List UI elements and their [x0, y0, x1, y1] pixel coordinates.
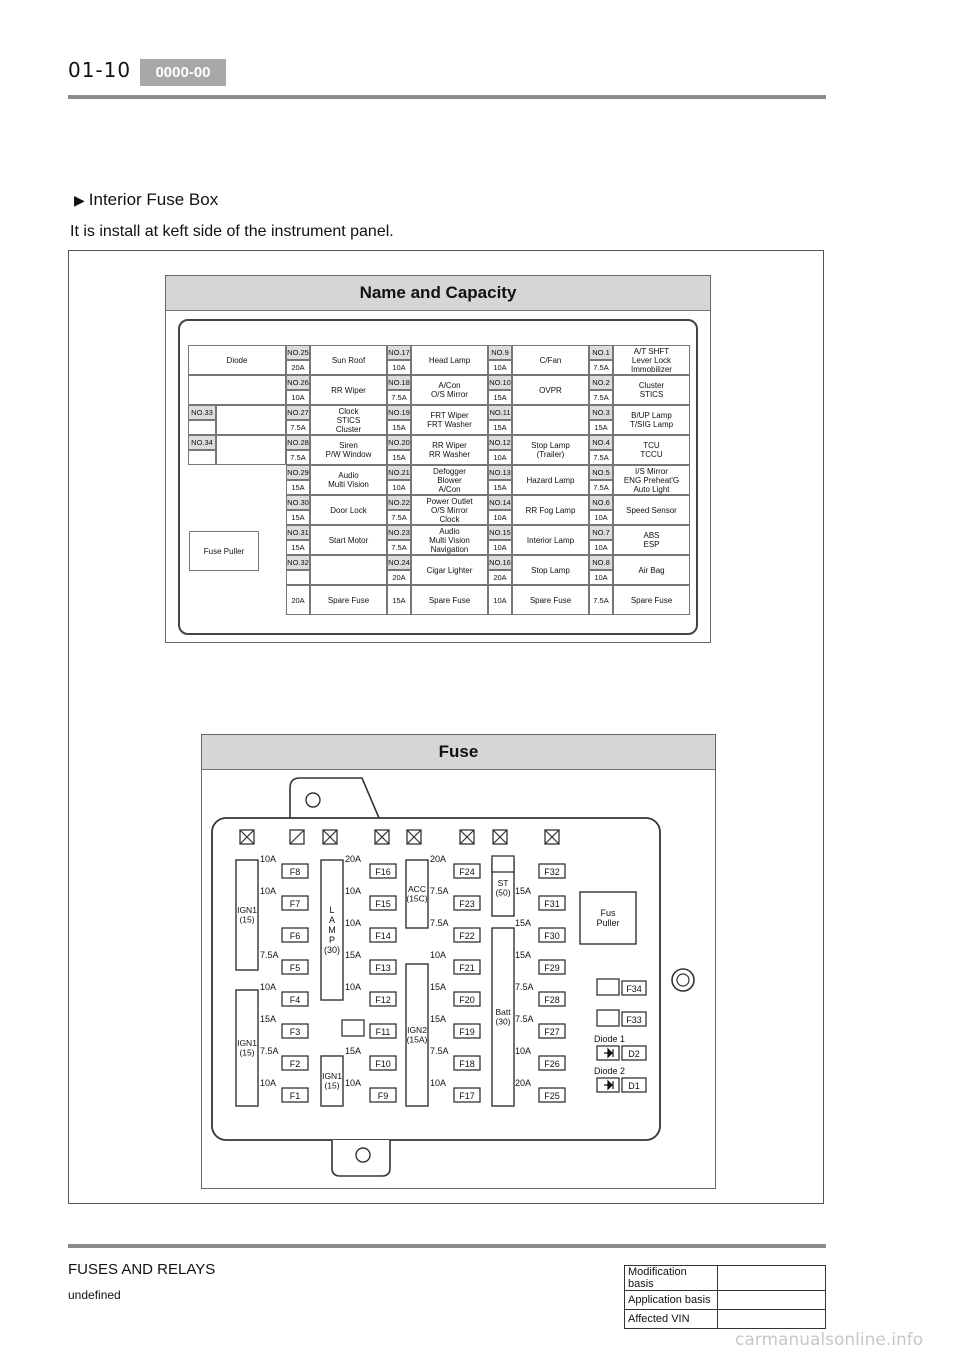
fuse-number-cell: NO.9 [488, 345, 512, 360]
fuse-label: F13 [375, 963, 391, 973]
fuse-amp-cell: 10A [286, 390, 310, 405]
fuse-amp-label: 10A [260, 982, 277, 992]
fuse-number-cell: NO.3 [589, 405, 613, 420]
lamp-relay-label: L [329, 905, 335, 915]
acc-relay-label: (15C) [406, 893, 428, 904]
footer-rule [68, 1244, 826, 1248]
lamp-relay-label: (30) [323, 945, 341, 955]
bullet-triangle-icon: ▶ [74, 192, 85, 208]
mounting-hole-icon [356, 1148, 370, 1162]
fuse-amp-label: 7.5A [260, 1046, 279, 1056]
diode-1-label: Diode 1 [594, 1034, 626, 1044]
ground-bolt-icon [677, 974, 689, 986]
fuse-label: F22 [459, 931, 475, 941]
fuse-amp-cell: 7.5A [387, 540, 411, 555]
fuse-name-cell: Interior Lamp [512, 525, 589, 555]
fuse-number-cell: NO.6 [589, 495, 613, 510]
fuse-amp-label: 10A [345, 886, 362, 896]
fuse-name-cell: Cluster STICS [613, 375, 690, 405]
fuse-label: F29 [544, 963, 560, 973]
fuse-number-cell: NO.23 [387, 525, 411, 540]
fuse-amp-cell: 20A [387, 570, 411, 585]
fuse-name-cell [512, 405, 589, 435]
fuse-number-cell: NO.25 [286, 345, 310, 360]
fuse-name-cell: ABS ESP [613, 525, 690, 555]
fuse-amp-cell: 10A [589, 570, 613, 585]
fuse-amp-cell: 10A [488, 510, 512, 525]
fuse-label: F18 [459, 1059, 475, 1069]
fuse-name-cell: RR Wiper RR Washer [411, 435, 488, 465]
fuse-amp-cell: 7.5A [387, 390, 411, 405]
fuse-label: F3 [289, 1027, 301, 1037]
fuse-name-cell: Power Outlet O/S Mirror Clock [411, 495, 488, 525]
fuse-name-cell: Hazard Lamp [512, 465, 589, 495]
fuse-name-cell: I/S Mirror ENG Preheat'G Auto Light [613, 465, 690, 495]
st-relay-label: ST [497, 878, 509, 889]
diode-label: D1 [628, 1081, 640, 1091]
fuse-amp-cell: 15A [488, 420, 512, 435]
fuse-label: F5 [289, 963, 301, 973]
fuse-number-cell: NO.31 [286, 525, 310, 540]
fuse-number-cell: NO.12 [488, 435, 512, 450]
fuse-amp-cell: 10A [589, 510, 613, 525]
fuse-amp-label: 20A [515, 1078, 532, 1088]
fuse-label: F25 [544, 1091, 560, 1101]
fuse-number-cell: NO.29 [286, 465, 310, 480]
fuse-number-cell: NO.20 [387, 435, 411, 450]
fuse-number-cell: NO.26 [286, 375, 310, 390]
fuse-amp-cell: 10A [387, 480, 411, 495]
ign2-relay-label: IGN2 [407, 1025, 427, 1036]
fuse-puller-label: Fus [600, 908, 616, 918]
ign1-relay-label: IGN1 [322, 1071, 342, 1082]
fuse-amp-cell: 10A [589, 540, 613, 555]
fuse-amp-cell: 7.5A [286, 420, 310, 435]
fuse-name-cell: Sun Roof [310, 345, 387, 375]
fuse-label: F15 [375, 899, 391, 909]
ign1-relay-label: IGN1 [237, 905, 257, 916]
fuse-number-cell: NO.33 [188, 405, 216, 420]
fuse-label: F16 [375, 867, 391, 877]
fuse-number-cell: NO.7 [589, 525, 613, 540]
fuse-name-cell: FRT Wiper FRT Washer [411, 405, 488, 435]
fuse-name-cell: Start Motor [310, 525, 387, 555]
fuse-amp-cell: 7.5A [589, 480, 613, 495]
fuse-number-cell: NO.17 [387, 345, 411, 360]
fuse-name-cell: RR Fog Lamp [512, 495, 589, 525]
fuse-label: F1 [289, 1091, 301, 1101]
fuse-amp-cell: 10A [488, 540, 512, 555]
empty-slot [342, 1020, 364, 1036]
fuse-label: F21 [459, 963, 475, 973]
section-title-text: Interior Fuse Box [88, 190, 219, 209]
fuse-panel-title: Fuse [202, 735, 715, 770]
batt-relay-label: Batt [495, 1007, 511, 1018]
fuse-amp-cell: 15A [589, 420, 613, 435]
fuse-amp-label: 10A [345, 1078, 362, 1088]
fuse-number-cell: NO.18 [387, 375, 411, 390]
fuse-number-cell: NO.28 [286, 435, 310, 450]
watermark-text: carmanualsonline.info [735, 1330, 924, 1350]
fuse-name-cell: A/T SHFT Lever Lock Immobilizer [613, 345, 690, 375]
batt-relay-label: (30) [495, 1016, 511, 1027]
fuse-amp-cell: 20A [286, 360, 310, 375]
fuse-amp-label: 7.5A [515, 1014, 534, 1024]
fuse-label: F33 [626, 1015, 642, 1025]
fuse-amp-cell [188, 450, 216, 465]
fuse-puller-cell: Fuse Puller [189, 531, 259, 571]
fuse-amp-cell: 10A [488, 450, 512, 465]
fuse-name-cell: Head Lamp [411, 345, 488, 375]
fuse-name-cell: Stop Lamp [512, 555, 589, 585]
fuse-number-cell: NO.16 [488, 555, 512, 570]
diode-2-label: Diode 2 [594, 1066, 626, 1076]
blank-cell [188, 375, 286, 405]
table-value [718, 1310, 826, 1329]
lamp-relay-label: A [328, 915, 336, 925]
fuse-amp-cell: 15A [387, 420, 411, 435]
diode-label: D2 [628, 1049, 640, 1059]
fuse-label: F28 [544, 995, 560, 1005]
page-number: 01-10 [68, 58, 132, 82]
fuse-number-cell: NO.8 [589, 555, 613, 570]
fuse-number-cell: NO.32 [286, 555, 310, 570]
table-label: Application basis [625, 1291, 718, 1310]
fuse-label: F27 [544, 1027, 560, 1037]
fuse-number-cell: NO.14 [488, 495, 512, 510]
fuse-amp-label: 15A [515, 886, 532, 896]
footer-subtitle: undefined [68, 1288, 121, 1302]
fuse-number-cell: NO.24 [387, 555, 411, 570]
fuse-number-cell: NO.1 [589, 345, 613, 360]
fuse-amp-cell: 7.5A [589, 450, 613, 465]
fuse-amp-label: 10A [345, 918, 362, 928]
header-rule [68, 95, 826, 99]
fuse-label: F19 [459, 1027, 475, 1037]
fuse-amp-cell: 7.5A [286, 450, 310, 465]
table-row [625, 1291, 826, 1310]
ign1-relay-label: (15) [239, 914, 255, 925]
fuse-name-cell: Door Lock [310, 495, 387, 525]
mounting-hole-icon [306, 793, 320, 807]
fuse-name-cell: RR Wiper [310, 375, 387, 405]
fuse-name-cell: Siren P/W Window [310, 435, 387, 465]
fuse-amp-label: 10A [430, 950, 447, 960]
fuse-amp-cell: 15A [286, 510, 310, 525]
fuse-amp-label: 7.5A [430, 886, 449, 896]
lamp-relay-label: P [328, 935, 336, 945]
modification-table [624, 1265, 826, 1329]
fuse-number-cell: NO.19 [387, 405, 411, 420]
fuse-number-cell: NO.27 [286, 405, 310, 420]
fuse-name-cell: Stop Lamp (Trailer) [512, 435, 589, 465]
ign1-relay-label: (15) [239, 1047, 255, 1058]
fuse-label: F12 [375, 995, 391, 1005]
section-code-badge: 0000-00 [140, 59, 226, 86]
fuse-amp-cell: 15A [387, 585, 411, 615]
fuse-name-cell: Clock STICS Cluster [310, 405, 387, 435]
blank-cell [216, 435, 286, 465]
fuse-label: F30 [544, 931, 560, 941]
empty-slot [597, 979, 619, 995]
fuse-amp-cell: 15A [286, 540, 310, 555]
capacity-panel-title: Name and Capacity [166, 276, 710, 311]
fuse-number-cell: NO.21 [387, 465, 411, 480]
fuse-label: F24 [459, 867, 475, 877]
acc-relay-label: ACC [408, 884, 426, 895]
fuse-label: F14 [375, 931, 391, 941]
fuse-amp-cell: 10A [488, 360, 512, 375]
st-relay-label: (50) [495, 887, 511, 898]
fuse-amp-label: 7.5A [260, 950, 279, 960]
fuse-amp-cell: 15A [488, 480, 512, 495]
table-value [718, 1291, 826, 1310]
fuse-amp-cell: 20A [286, 585, 310, 615]
fuse-number-cell: NO.4 [589, 435, 613, 450]
fuse-amp-label: 15A [430, 1014, 447, 1024]
fuse-label: F26 [544, 1059, 560, 1069]
fuse-name-cell: Spare Fuse [613, 585, 690, 615]
fuse-name-cell: OVPR [512, 375, 589, 405]
fuse-label: F2 [289, 1059, 301, 1069]
fuse-label: F31 [544, 899, 560, 909]
footer-title: FUSES AND RELAYS [68, 1261, 216, 1278]
capacity-table-frame [178, 319, 698, 635]
fuse-label: F17 [459, 1091, 475, 1101]
fuse-box-diagram [202, 770, 714, 1188]
fuse-label: F23 [459, 899, 475, 909]
fuse-name-cell: Audio Multi Vision [310, 465, 387, 495]
fuse-label: F7 [289, 899, 301, 909]
fuse-name-cell: B/UP Lamp T/SIG Lamp [613, 405, 690, 435]
fuse-label: F9 [377, 1091, 389, 1101]
intro-text: It is install at keft side of the instrument panel. [70, 223, 394, 240]
fuse-amp-cell: 7.5A [589, 585, 613, 615]
fuse-amp-cell: 15A [488, 390, 512, 405]
fuse-amp-label: 15A [430, 982, 447, 992]
fuse-amp-label: 15A [515, 918, 532, 928]
fuse-name-cell: C/Fan [512, 345, 589, 375]
fuse-puller-label: Puller [596, 918, 620, 928]
fuse-amp-label: 15A [515, 950, 532, 960]
fuse-amp-cell: 7.5A [589, 360, 613, 375]
fuse-name-cell: Speed Sensor [613, 495, 690, 525]
fuse-label: F34 [626, 984, 642, 994]
fuse-label: F6 [289, 931, 301, 941]
fuse-amp-label: 15A [260, 1014, 277, 1024]
figure-frame [68, 250, 824, 1204]
fuse-amp-cell: 7.5A [387, 510, 411, 525]
fuse-name-cell: Air Bag [613, 555, 690, 585]
fuse-amp-label: 10A [260, 1078, 277, 1088]
fuse-name-cell: TCU TCCU [613, 435, 690, 465]
fuse-amp-cell [286, 570, 310, 585]
fuse-amp-label: 7.5A [430, 1046, 449, 1056]
fuse-amp-cell: 20A [488, 570, 512, 585]
ign2-relay-label: (15A) [406, 1034, 428, 1045]
fuse-amp-label: 7.5A [515, 982, 534, 992]
diode-cell: Diode [188, 345, 286, 375]
fuse-label: F32 [544, 867, 560, 877]
table-row [625, 1310, 826, 1329]
lamp-relay-label: M [328, 925, 336, 935]
fuse-panel [201, 734, 716, 1189]
fuse-amp-label: 10A [345, 982, 362, 992]
fuse-number-cell: NO.10 [488, 375, 512, 390]
fuse-label: F4 [289, 995, 301, 1005]
fuse-amp-label: 10A [515, 1046, 532, 1056]
fuse-number-cell: NO.15 [488, 525, 512, 540]
fuse-number-cell: NO.34 [188, 435, 216, 450]
fuse-amp-cell: 10A [488, 585, 512, 615]
fuse-amp-cell: 15A [286, 480, 310, 495]
fuse-number-cell: NO.2 [589, 375, 613, 390]
fuse-name-cell: A/Con O/S Mirror [411, 375, 488, 405]
fuse-label: F20 [459, 995, 475, 1005]
fuse-amp-label: 20A [430, 854, 447, 864]
fuse-name-cell: Audio Multi Vision Navigation [411, 525, 488, 555]
fuse-amp-label: 7.5A [430, 918, 449, 928]
fuse-name-cell [310, 555, 387, 585]
fuse-amp-cell [188, 420, 216, 435]
fuse-label: F11 [375, 1027, 391, 1037]
fuse-name-cell: Spare Fuse [411, 585, 488, 615]
table-value [718, 1266, 826, 1291]
table-label: Affected VIN [625, 1310, 718, 1329]
fuse-label: F10 [375, 1059, 391, 1069]
ign1-relay-label: (15) [324, 1080, 340, 1091]
blank-cell [216, 405, 286, 435]
fuse-amp-cell: 7.5A [589, 390, 613, 405]
table-row [625, 1266, 826, 1291]
fuse-label: F8 [289, 867, 301, 877]
fuse-name-cell: Cigar Lighter [411, 555, 488, 585]
fuse-amp-cell: 10A [387, 360, 411, 375]
fuse-box-body [212, 818, 660, 1140]
empty-slot [597, 1010, 619, 1026]
capacity-panel [165, 275, 711, 643]
fuse-number-cell: NO.5 [589, 465, 613, 480]
table-label: Modification basis [625, 1266, 718, 1291]
fuse-name-cell: Spare Fuse [310, 585, 387, 615]
ign1-relay-label: IGN1 [237, 1038, 257, 1049]
empty-slot [492, 856, 514, 872]
fuse-amp-label: 10A [260, 886, 277, 896]
fuse-amp-label: 15A [345, 950, 362, 960]
fuse-amp-label: 10A [260, 854, 277, 864]
fuse-amp-cell: 15A [387, 450, 411, 465]
fuse-name-cell: Spare Fuse [512, 585, 589, 615]
fuse-amp-label: 15A [345, 1046, 362, 1056]
fuse-number-cell: NO.13 [488, 465, 512, 480]
fuse-amp-label: 10A [430, 1078, 447, 1088]
fuse-amp-label: 20A [345, 854, 362, 864]
fuse-number-cell: NO.11 [488, 405, 512, 420]
fuse-number-cell: NO.22 [387, 495, 411, 510]
fuse-number-cell: NO.30 [286, 495, 310, 510]
fuse-name-cell: Defogger Blower A/Con [411, 465, 488, 495]
section-title [74, 190, 218, 210]
